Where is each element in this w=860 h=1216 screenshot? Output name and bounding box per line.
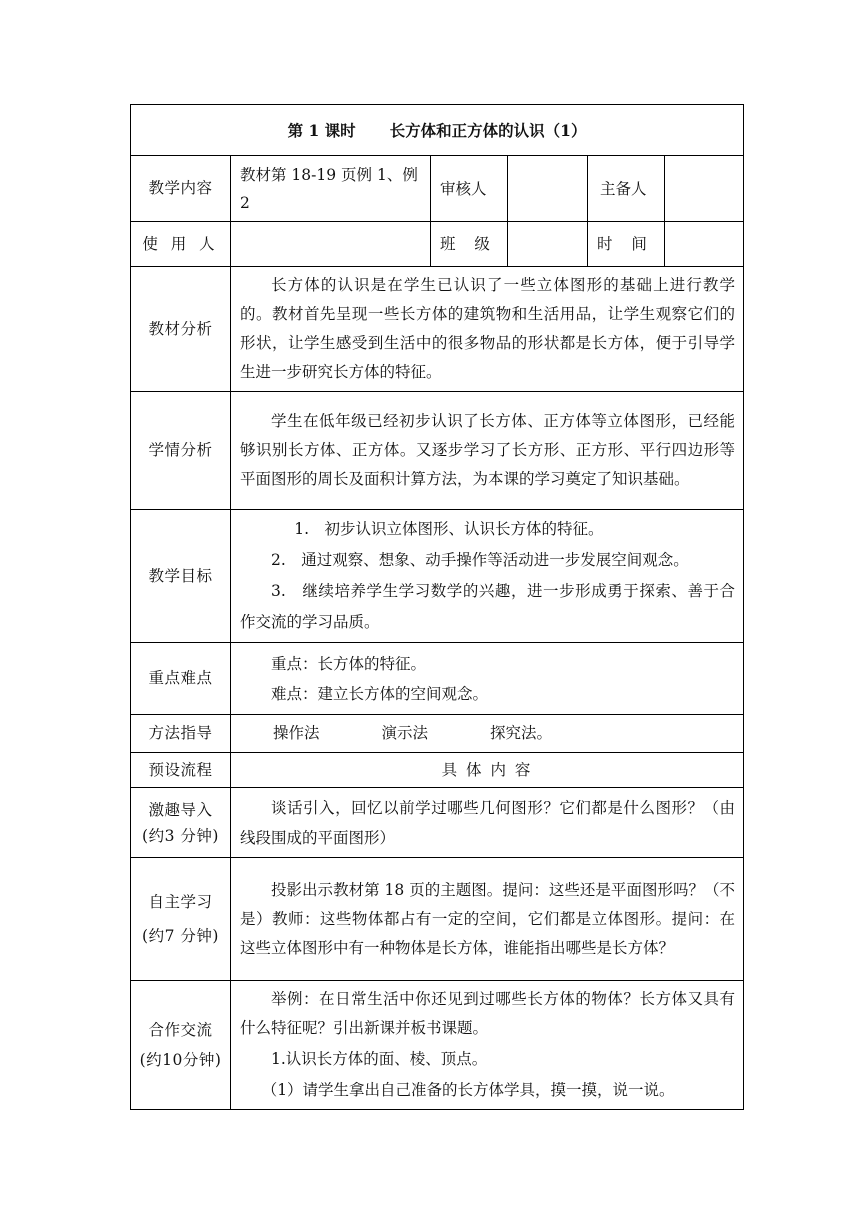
stage-text: 1.认识长方体的面、棱、顶点。	[271, 1050, 488, 1068]
key-points-label: 重点难点	[131, 643, 231, 715]
stage-row	[131, 788, 744, 858]
content-value: 教材第 18-19 页例 1、例 2	[231, 156, 431, 222]
stage-text: （1）请学生拿出自己准备的长方体学具，摸一摸，说一说。	[261, 1081, 675, 1099]
time-label: 时 间	[588, 222, 665, 267]
stage-time: (约10分钟)	[139, 1051, 222, 1069]
preparer-value	[665, 156, 744, 222]
methods-row	[131, 715, 744, 753]
student-analysis-row	[131, 392, 744, 510]
user-label: 使 用 人	[131, 222, 231, 267]
goal-item: 2. 通过观察、想象、动手操作等活动进一步发展空间观念。	[271, 551, 689, 569]
flow-header-row	[131, 753, 744, 788]
user-value	[231, 222, 431, 267]
method-item: 操作法	[273, 724, 320, 742]
key-points-row	[131, 643, 744, 715]
stage-text: 投影出示教材第 18 页的主题图。提问：这些还是平面图形吗？（不是）教师：这些物体都占有一定的空间，它们都是立体图形。提问：在这些立体图形中有一种物体是长方体，谁能指出哪些是长方体？	[240, 880, 736, 957]
stage-text: 举例：在日常生活中你还见到过哪些长方体的物体？长方体又具有什么特征呢？引出新课并板书课题。	[240, 990, 736, 1037]
methods-label: 方法指导	[131, 715, 231, 753]
stage-name: 激趣导入	[148, 800, 213, 819]
student-analysis-label: 学情分析	[131, 392, 231, 510]
method-item: 探究法。	[490, 724, 553, 742]
stage-time: (约7 分钟)	[142, 927, 219, 945]
content-row	[131, 156, 744, 222]
material-analysis-text: 长方体的认识是在学生已认识了一些立体图形的基础上进行教学的。教材首先呈现一些长方体的建筑物和生活用品，让学生观察它们的形状，让学生感受到生活中的很多物品的形状都是长方体，便于引导学生进一步研究长方体的特征。	[240, 276, 736, 381]
stage-row	[131, 981, 744, 1110]
material-analysis-label: 教材分析	[131, 267, 231, 392]
lesson-plan-table	[130, 104, 744, 1110]
difficulty-text: 难点：建立长方体的空间观念。	[271, 684, 489, 703]
class-value	[508, 222, 588, 267]
stage-name: 自主学习	[148, 893, 213, 911]
class-label: 班 级	[431, 222, 508, 267]
title-row	[131, 105, 744, 156]
goal-item: 1. 初步认识立体图形、认识长方体的特征。	[294, 520, 604, 538]
lesson-number: 第 1 课时	[287, 120, 356, 140]
stage-time: (约3 分钟)	[142, 826, 219, 845]
stage-name: 合作交流	[148, 1021, 213, 1039]
method-item: 演示法	[381, 724, 429, 742]
focus-text: 重点：长方体的特征。	[271, 654, 427, 673]
user-row	[131, 222, 744, 267]
student-analysis-text: 学生在低年级已经初步认识了长方体、正方体等立体图形，已经能够识别长方体、正方体。又逐步学习了长方形、正方形、平行四边形等平面图形的周长及面积计算方法，为本课的学习奠定了知识基础。	[240, 412, 736, 488]
reviewer-value	[508, 156, 588, 222]
material-analysis-row	[131, 267, 744, 392]
goals-label: 教学目标	[131, 510, 231, 643]
page-title	[131, 105, 744, 156]
reviewer-label: 审核人	[431, 156, 508, 222]
stage-row	[131, 858, 744, 981]
preparer-label: 主备人	[588, 156, 665, 222]
content-label: 教学内容	[131, 156, 231, 222]
lesson-topic: 长方体和正方体的认识（1）	[389, 120, 587, 140]
flow-header: 具 体 内 容	[231, 753, 744, 788]
flow-label: 预设流程	[131, 753, 231, 788]
stage-text: 谈话引入，回忆以前学过哪些几何图形？它们都是什么图形？（由线段围成的平面图形）	[240, 798, 736, 847]
time-value	[665, 222, 744, 267]
goals-row	[131, 510, 744, 643]
goal-item: 3. 继续培养学生学习数学的兴趣，进一步形成勇于探索、善于合作交流的学习品质。	[240, 582, 736, 631]
